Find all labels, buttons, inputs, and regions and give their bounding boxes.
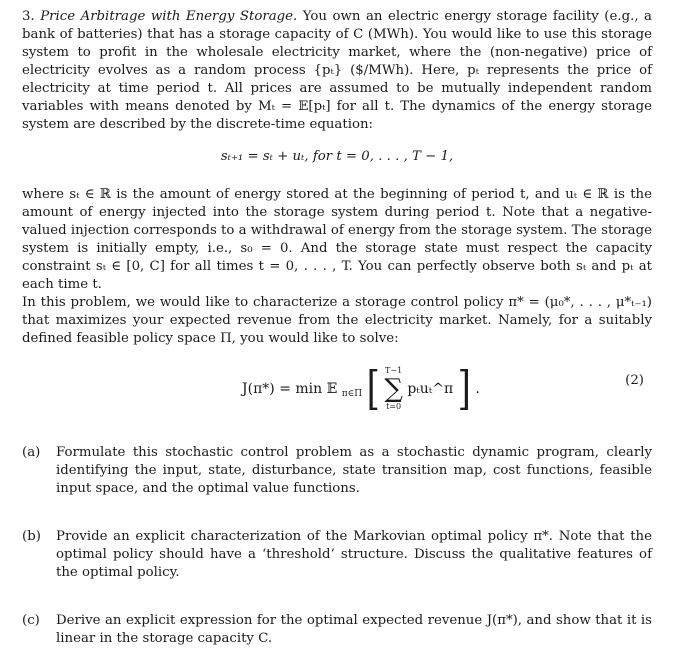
problem-number: 3.: [22, 9, 35, 24]
objective-equation-body: [242, 362, 480, 416]
part-a: [22, 444, 652, 498]
sum-lower-limit: t=0: [386, 402, 402, 411]
part-c-label: (c): [22, 613, 40, 628]
sum-limits: [384, 366, 403, 412]
part-a-label: (a): [22, 445, 41, 460]
objective-summand: pₜuₜ^π: [407, 381, 454, 397]
part-b-text: Provide an explicit characterization of the Markovian optimal policy π*. Note that the optimal policy should have a ‘threshold’ structure. Discuss the qualitative features of the optimal policy.: [56, 529, 652, 580]
problem-body-paragraph-2: [22, 294, 652, 348]
problem-intro-paragraph: [22, 8, 652, 134]
problem-intro-text: You own an electric energy storage facility (e.g., a bank of batteries) that has a storage capacity of C (MWh). You would like to use this storage system to profit in the wholesale electricity market, where the (non-negative) price of electricity evolves as a random process {pₜ} ($/MWh). Here, pₜ represents the price of electricity at time period t. All prices are assumed to be mutually independent random variables with means denoted by Mₜ = 𝔼[pₜ] for all t. The dynamics of the energy storage system are described by the discrete-time equation:: [22, 9, 652, 132]
problem-body-text: where sₜ ∈ ℝ is the amount of energy stored at the beginning of period t, and uₜ ∈ ℝ is the amount of energy injected into the storage system during period t. Note that a negative-valued injection corresponds to a withdrawal of energy from the storage system. The storage system is initially empty, i.e., s₀ = 0. And the storage state must respect the capacity constraint sₜ ∈ [0, C] for all times t = 0, . . . , T. You can perfectly observe both sₜ and pₜ at each time t.: [22, 187, 652, 292]
objective-period: .: [475, 381, 480, 397]
equation-number: (2): [625, 373, 644, 388]
part-c-text: Derive an explicit expression for the optimal expected revenue J(π*), and show that it is linear in the storage capacity C.: [56, 613, 652, 646]
objective-policy-space: π∈Π: [341, 389, 363, 399]
part-b: [22, 528, 652, 582]
objective-lhs: J(π*) = min 𝔼: [242, 381, 338, 397]
problem-body-paragraph: [22, 186, 652, 294]
right-bracket-icon: ]: [457, 362, 471, 416]
dynamics-equation: [22, 148, 652, 174]
sum-upper-limit: T−1: [385, 366, 403, 375]
part-b-label: (b): [22, 529, 41, 544]
part-a-text: Formulate this stochastic control problem as a stochastic dynamic program, clearly identifying the input, state, disturbance, state transition map, cost functions, feasible input space, and the optimal value functions.: [56, 445, 652, 496]
problem-page: [22, 8, 652, 648]
sum-icon: ∑: [384, 374, 403, 404]
dynamics-equation-text: sₜ₊₁ = sₜ + uₜ, for t = 0, . . . , T − 1,: [220, 149, 454, 164]
problem-body2-text: In this problem, we would like to characterize a storage control policy π* = (μ₀*, . . . , μ*ₜ₋₁) that maximizes your expected revenue from the electricity market. Namely, for a suitably defined feasible policy space Π, you would like to solve:: [22, 295, 652, 346]
problem-title: Price Arbitrage with Energy Storage.: [40, 9, 298, 24]
objective-equation: [22, 354, 652, 418]
left-bracket-icon: [: [366, 362, 380, 416]
part-c: [22, 612, 652, 648]
